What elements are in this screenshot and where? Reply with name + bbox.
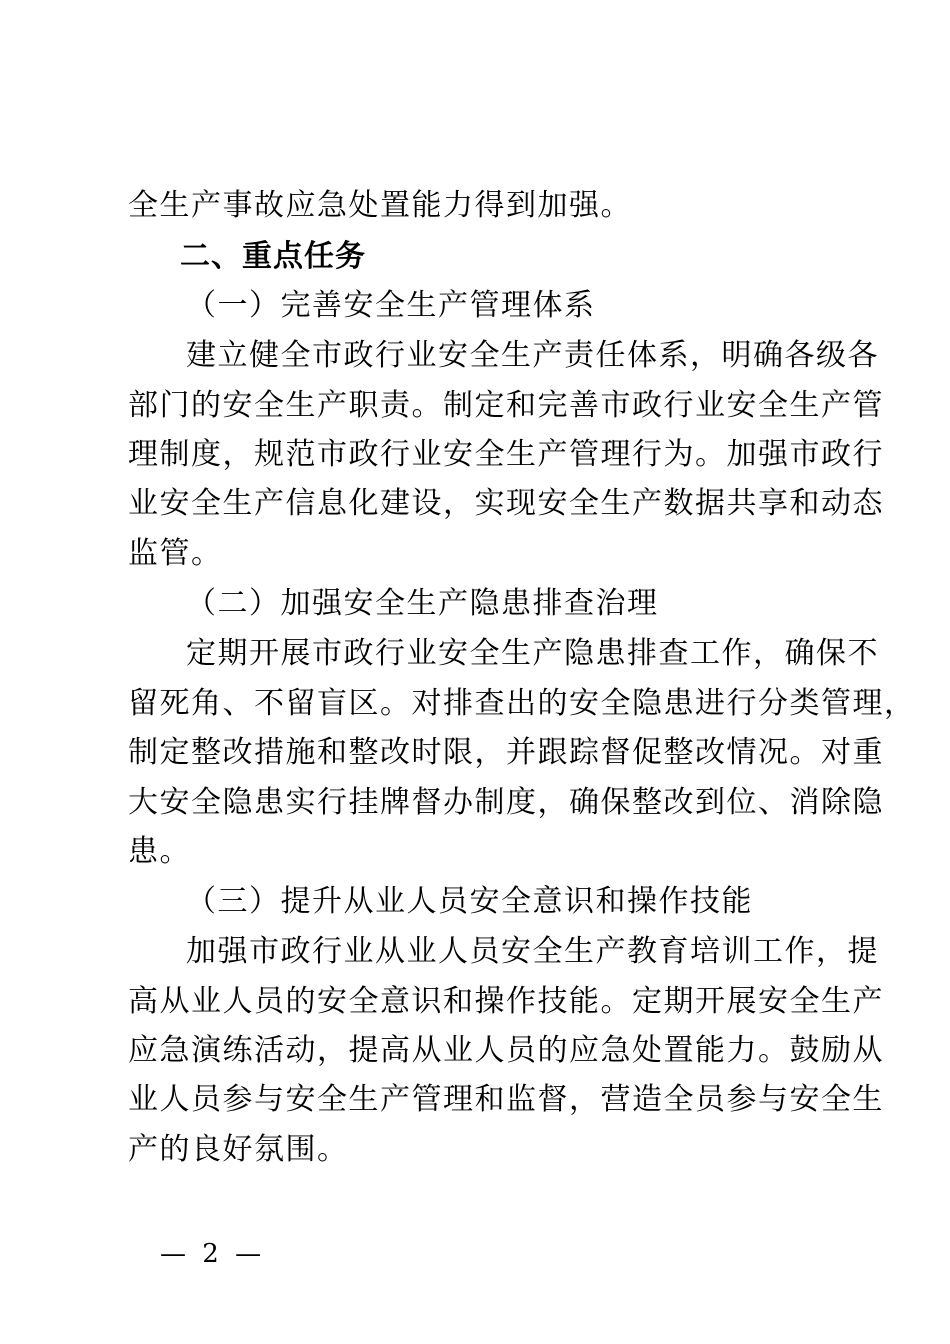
page-number: — 2 — — [160, 1239, 266, 1269]
continuation-text: 全生产事故应急处置能力得到加强。 — [128, 188, 632, 223]
subsection-title-2: （二）加强安全生产隐患排查治理 — [186, 586, 659, 621]
paragraph-line: 产的良好氛围。 — [128, 1132, 349, 1167]
paragraph-line: 业人员参与安全生产管理和监督，营造全员参与安全生 — [128, 1082, 884, 1117]
paragraph-line: 高从业人员的安全意识和操作技能。定期开展安全生产 — [128, 984, 884, 1019]
paragraph-line: 制定整改措施和整改时限，并跟踪督促整改情况。对重 — [128, 735, 884, 770]
paragraph-line: 业安全生产信息化建设，实现安全生产数据共享和动态 — [128, 486, 884, 521]
paragraph-line: 定期开展市政行业安全生产隐患排查工作，确保不 — [186, 636, 879, 671]
paragraph-line: 理制度，规范市政行业安全生产管理行为。加强市政行 — [128, 437, 884, 472]
paragraph-line: 监管。 — [128, 536, 223, 571]
paragraph-line: 留死角、不留盲区。对排查出的安全隐患进行分类管理， — [128, 686, 916, 721]
paragraph-line: 应急演练活动，提高从业人员的应急处置能力。鼓励从 — [128, 1033, 884, 1068]
paragraph-line: 部门的安全生产职责。制定和完善市政行业安全生产管 — [128, 388, 884, 423]
section-title: 二、重点任务 — [180, 239, 366, 274]
paragraph-line: 建立健全市政行业安全生产责任体系，明确各级各 — [186, 338, 879, 373]
paragraph-line: 大安全隐患实行挂牌督办制度，确保整改到位、消除隐 — [128, 785, 884, 820]
subsection-title-1: （一）完善安全生产管理体系 — [186, 288, 596, 323]
subsection-title-3: （三）提升从业人员安全意识和操作技能 — [186, 884, 753, 919]
paragraph-line: 加强市政行业从业人员安全生产教育培训工作，提 — [186, 934, 879, 969]
paragraph-line: 患。 — [128, 834, 191, 869]
